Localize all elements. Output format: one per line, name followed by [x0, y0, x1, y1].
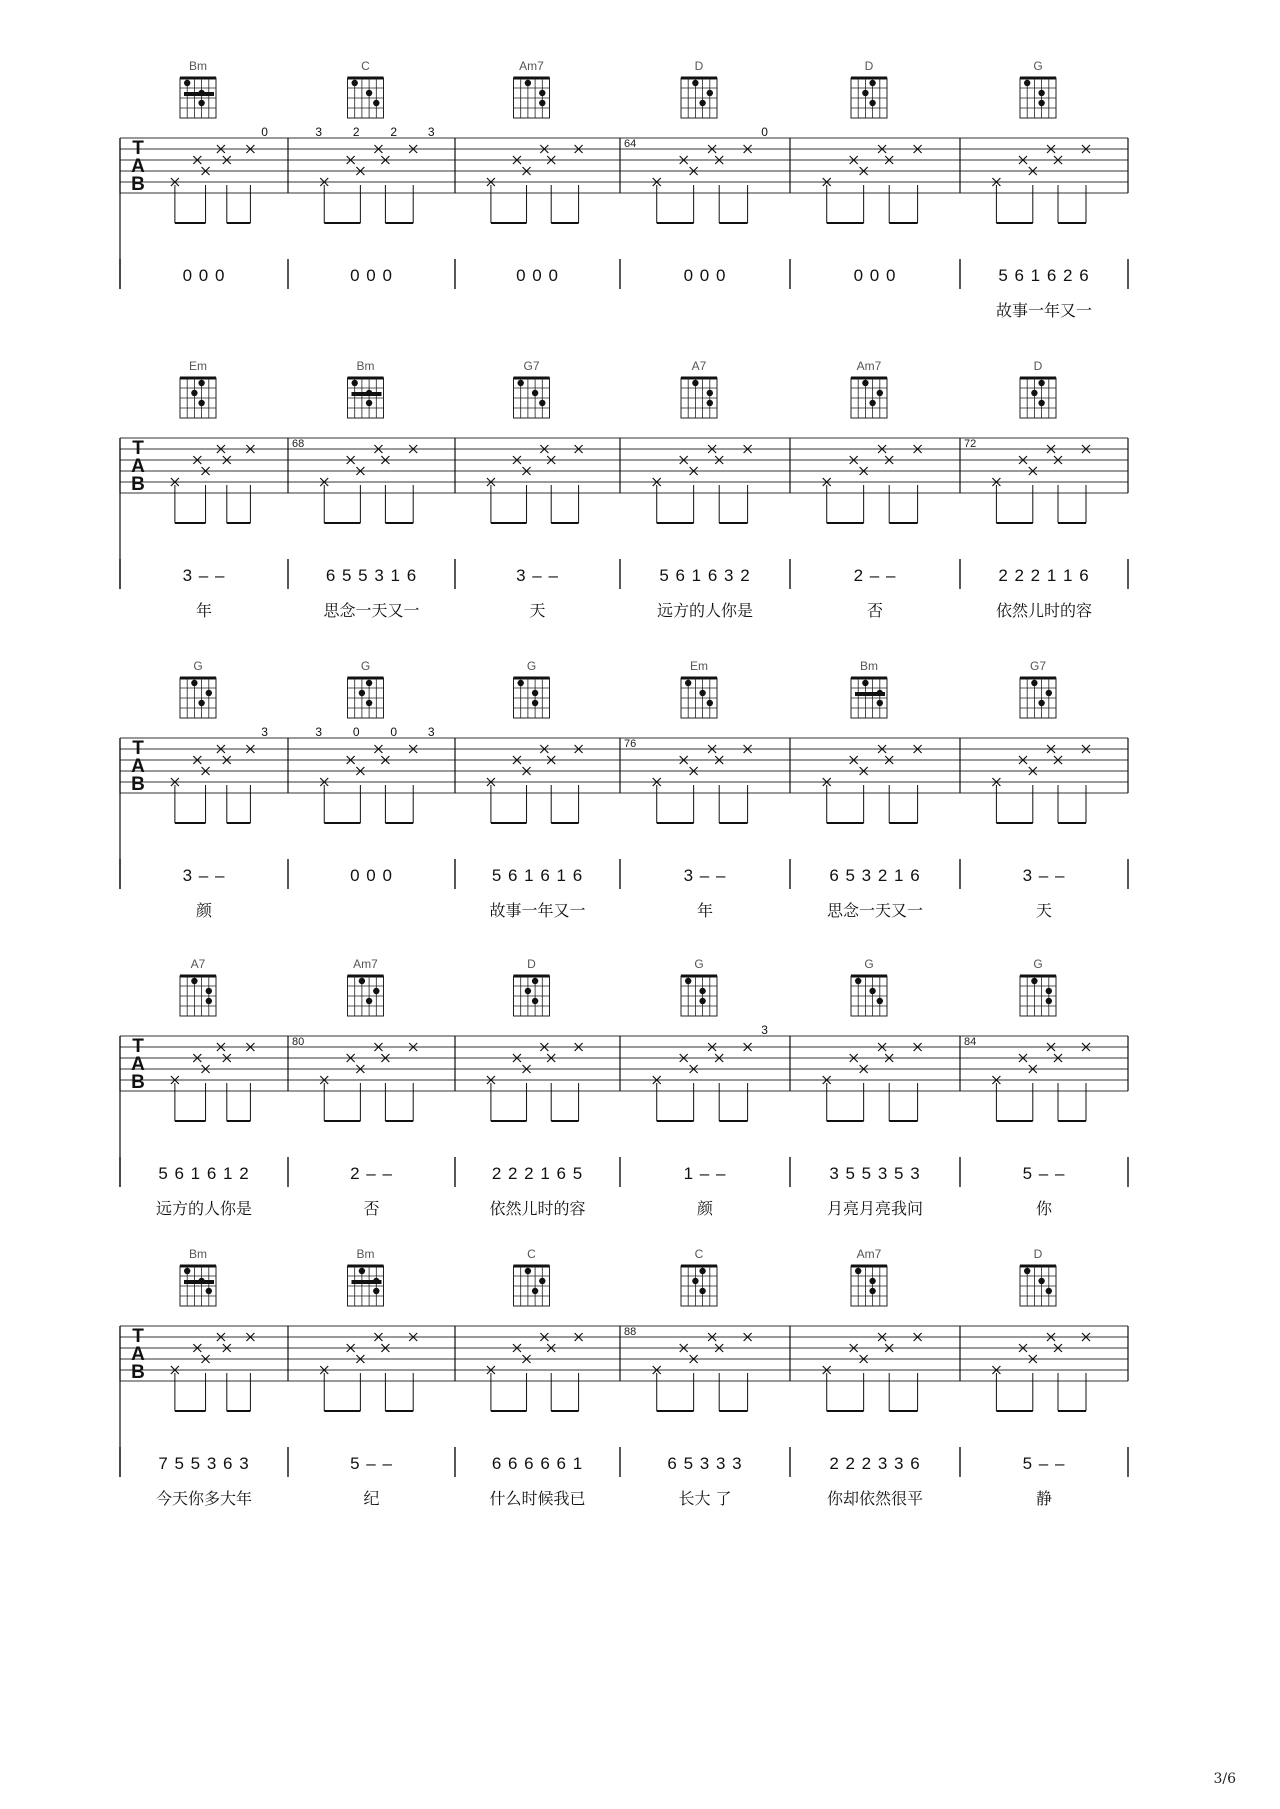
chord-name: G	[1033, 59, 1043, 73]
chord-diagram	[514, 957, 550, 1016]
tab-fret-number: 0	[261, 125, 268, 139]
tab-system	[120, 125, 1128, 320]
chord-diagram	[681, 1247, 717, 1306]
chord-finger-dot	[877, 390, 883, 396]
measure-number: 76	[624, 738, 637, 750]
chord-finger-dot	[707, 700, 713, 706]
tab-fret-number: 3	[315, 725, 323, 739]
tab-system	[120, 1023, 1128, 1218]
chord-finger-dot	[699, 1268, 705, 1274]
chord-finger-dot	[1031, 978, 1037, 984]
chord-finger-dot	[352, 380, 358, 386]
page-number: 3/6	[1213, 1771, 1236, 1787]
chord-finger-dot	[359, 690, 365, 696]
chord-finger-dot	[692, 80, 698, 86]
measure-number: 80	[292, 1036, 305, 1048]
chord-finger-dot	[1038, 90, 1044, 96]
lyric-line: 依然儿时的容	[995, 601, 1093, 620]
chord-finger-dot	[366, 90, 372, 96]
chord-diagram	[681, 957, 717, 1016]
chord-name: C	[361, 59, 370, 73]
tab-clef-letter: B	[131, 174, 145, 195]
jianpu-notation: 0 0 0	[516, 266, 559, 285]
jianpu-notation: 3 – –	[182, 566, 226, 585]
jianpu-notation: 2 2 2 1 6 5	[491, 1164, 584, 1183]
chord-name: C	[527, 1247, 536, 1261]
lyric-line: 月亮月亮我问	[826, 1199, 924, 1218]
chord-finger-dot	[855, 978, 861, 984]
chord-finger-dot	[699, 690, 705, 696]
tab-system	[120, 438, 1128, 620]
tab-fret-number: 0	[352, 725, 360, 739]
chord-name: C	[694, 1247, 704, 1261]
tab-clef-letter: T	[132, 438, 144, 459]
chord-diagram	[851, 59, 887, 118]
lyric-line: 颜	[195, 901, 213, 920]
jianpu-notation: 5 6 1 6 3 2	[659, 566, 751, 585]
chord-diagram	[514, 59, 550, 118]
chord-name: D	[527, 957, 536, 971]
lyric-line: 依然儿时的容	[489, 1199, 586, 1218]
chord-finger-dot	[539, 400, 545, 406]
chord-name: Bm	[189, 59, 207, 73]
tab-clef-letter: A	[131, 156, 145, 177]
chord-diagram	[348, 1247, 384, 1306]
chord-diagram	[681, 659, 717, 718]
chord-finger-dot	[1046, 1288, 1052, 1294]
chord-diagram	[180, 1247, 216, 1306]
chord-name: Am7	[856, 1247, 882, 1261]
chord-name: Bm	[189, 1247, 207, 1261]
jianpu-notation: 6 5 5 3 1 6	[325, 566, 418, 585]
chord-finger-dot	[692, 380, 698, 386]
tab-clef-letter: A	[131, 1054, 145, 1075]
tab-fret-number: 2	[390, 125, 398, 139]
chord-diagram	[851, 659, 887, 718]
chord-finger-dot	[1024, 1268, 1030, 1274]
tab-clef-letter: B	[131, 774, 145, 795]
chord-finger-dot	[191, 978, 197, 984]
tab-fret-number: 3	[761, 1023, 768, 1037]
chord-diagram	[681, 359, 717, 418]
chord-finger-dot	[525, 988, 531, 994]
tab-clef-letter: T	[132, 138, 144, 159]
chord-finger-dot	[685, 680, 691, 686]
jianpu-notation: 0 0 0	[853, 266, 897, 285]
chord-finger-dot	[1038, 1278, 1044, 1284]
chord-finger-dot	[198, 700, 204, 706]
chord-diagram	[180, 359, 216, 418]
chord-finger-dot	[1038, 700, 1044, 706]
jianpu-notation: 0 0 0	[350, 866, 393, 885]
chord-name: A7	[190, 957, 206, 971]
chord-finger-dot	[869, 100, 875, 106]
jianpu-notation: 0 0 0	[182, 266, 226, 285]
tab-fret-number: 0	[390, 725, 398, 739]
chord-diagram	[1020, 659, 1056, 718]
chord-finger-dot	[539, 90, 545, 96]
chord-name: G	[526, 659, 537, 673]
chord-finger-dot	[184, 80, 190, 86]
jianpu-notation: 1 – –	[683, 1164, 727, 1183]
chord-name: D	[864, 59, 874, 73]
tab-clef-letter: T	[132, 738, 144, 759]
jianpu-notation: 5 6 1 6 2 6	[998, 266, 1090, 285]
jianpu-notation: 6 6 6 6 6 1	[491, 1454, 584, 1473]
lyric-line: 天	[529, 601, 546, 620]
chord-finger-dot	[532, 998, 538, 1004]
chord-name: G	[360, 659, 371, 673]
chord-name: D	[1033, 359, 1043, 373]
chord-finger-dot	[1038, 400, 1044, 406]
chord-name: G	[1033, 957, 1043, 971]
chord-name: D	[694, 59, 704, 73]
chord-diagram	[1020, 957, 1056, 1016]
tab-clef-letter: T	[132, 1326, 144, 1347]
jianpu-notation: 5 6 1 6 1 6	[491, 866, 584, 885]
chord-finger-dot	[877, 998, 883, 1004]
chord-finger-dot	[855, 1268, 861, 1274]
jianpu-notation: 6 5 3 2 1 6	[829, 866, 921, 885]
lyric-line: 什么时候我已	[489, 1489, 586, 1508]
jianpu-notation: 3 – –	[1022, 866, 1066, 885]
tab-clef-letter: A	[131, 756, 145, 777]
chord-finger-dot	[869, 80, 875, 86]
chord-name: Em	[189, 359, 207, 373]
measure-number: 68	[292, 438, 305, 450]
chord-finger-dot	[1038, 380, 1044, 386]
chord-diagram	[514, 1247, 550, 1306]
jianpu-notation: 3 – –	[516, 566, 559, 585]
tab-fret-number: 3	[427, 125, 435, 139]
tab-system	[120, 725, 1128, 920]
chord-finger-dot	[525, 80, 531, 86]
chord-finger-dot	[869, 400, 875, 406]
chord-name: Bm	[356, 359, 375, 373]
chord-diagram	[851, 957, 887, 1016]
chord-finger-dot	[539, 100, 545, 106]
tab-clef-letter: A	[131, 456, 145, 477]
chord-finger-dot	[869, 1278, 875, 1284]
chord-finger-dot	[707, 400, 713, 406]
lyric-line: 长大 了	[678, 1489, 732, 1508]
chord-finger-dot	[198, 100, 204, 106]
chord-finger-dot	[206, 1288, 212, 1294]
measure-number: 72	[964, 438, 977, 450]
jianpu-notation: 3 – –	[683, 866, 727, 885]
chord-diagram	[348, 359, 384, 418]
chord-finger-dot	[532, 700, 538, 706]
measure-number: 88	[624, 1326, 637, 1338]
lyric-line: 否	[866, 601, 884, 620]
chord-name: Bm	[356, 1247, 375, 1261]
tab-fret-number: 3	[315, 125, 323, 139]
tab-system	[120, 1326, 1128, 1508]
lyric-line: 静	[1035, 1489, 1053, 1508]
chord-finger-dot	[869, 1288, 875, 1294]
chord-diagram	[1020, 359, 1056, 418]
jianpu-notation: 6 5 3 3 3	[667, 1454, 743, 1473]
lyric-line: 否	[363, 1199, 380, 1218]
chord-finger-dot	[198, 380, 204, 386]
chord-finger-dot	[359, 978, 365, 984]
chord-finger-dot	[692, 1278, 698, 1284]
chord-finger-dot	[366, 700, 372, 706]
chord-finger-dot	[518, 380, 524, 386]
chord-barre	[352, 392, 382, 396]
lyric-line: 思念一天又一	[826, 901, 924, 920]
chord-name: Am7	[353, 957, 378, 971]
chord-finger-dot	[359, 1268, 365, 1274]
lyric-line: 年	[696, 901, 714, 920]
jianpu-notation: 2 – –	[853, 566, 897, 585]
lyric-line: 思念一天又一	[323, 601, 420, 620]
tab-clef-letter: B	[131, 1072, 145, 1093]
chord-finger-dot	[707, 90, 713, 96]
jianpu-notation: 3 – –	[182, 866, 226, 885]
chord-finger-dot	[532, 978, 538, 984]
chord-diagram	[180, 659, 216, 718]
chord-diagram	[180, 59, 216, 118]
chord-finger-dot	[525, 1268, 531, 1274]
chord-finger-dot	[1031, 680, 1037, 686]
chord-name: G	[694, 957, 704, 971]
chord-finger-dot	[1024, 80, 1030, 86]
chord-finger-dot	[532, 390, 538, 396]
lyric-line: 你却依然很平	[826, 1489, 924, 1508]
lyric-line: 远方的人你是	[656, 601, 754, 620]
chord-name: G7	[523, 359, 540, 373]
chord-finger-dot	[1031, 390, 1037, 396]
lyric-line: 纪	[363, 1489, 380, 1508]
chord-finger-dot	[1046, 690, 1052, 696]
jianpu-notation: 0 0 0	[683, 266, 727, 285]
chord-finger-dot	[518, 680, 524, 686]
chord-finger-dot	[1038, 100, 1044, 106]
chord-finger-dot	[206, 988, 212, 994]
jianpu-notation: 5 – –	[350, 1454, 393, 1473]
jianpu-notation: 2 – –	[350, 1164, 393, 1183]
chord-finger-dot	[699, 1288, 705, 1294]
chord-finger-dot	[532, 690, 538, 696]
jianpu-notation: 5 6 1 6 1 2	[158, 1164, 250, 1183]
chord-finger-dot	[685, 978, 691, 984]
chord-finger-dot	[1046, 988, 1052, 994]
tab-clef-letter: A	[131, 1344, 145, 1365]
chord-name: G	[864, 957, 874, 971]
chord-diagram	[348, 659, 384, 718]
chord-finger-dot	[539, 1278, 545, 1284]
chord-finger-dot	[352, 80, 358, 86]
lyric-line: 故事一年又一	[489, 901, 586, 920]
chord-diagram	[1020, 59, 1056, 118]
chord-finger-dot	[198, 400, 204, 406]
chord-finger-dot	[707, 390, 713, 396]
lyric-line: 今天你多大年	[155, 1489, 253, 1508]
measure-number: 84	[964, 1036, 977, 1048]
chord-name: A7	[691, 359, 707, 373]
jianpu-notation: 5 – –	[1022, 1454, 1066, 1473]
chord-name: Bm	[860, 659, 878, 673]
lyric-line: 颜	[696, 1199, 714, 1218]
chord-barre	[855, 692, 885, 696]
chord-finger-dot	[532, 1288, 538, 1294]
tab-fret-number: 3	[427, 725, 435, 739]
chord-finger-dot	[184, 1268, 190, 1274]
chord-finger-dot	[1046, 998, 1052, 1004]
jianpu-notation: 5 – –	[1022, 1164, 1066, 1183]
tab-fret-number: 0	[761, 125, 768, 139]
lyric-line: 年	[195, 601, 213, 620]
chord-finger-dot	[373, 988, 379, 994]
jianpu-notation: 3 5 5 3 5 3	[829, 1164, 921, 1183]
chord-barre	[184, 1280, 214, 1284]
chord-diagram	[851, 1247, 887, 1306]
chord-diagram	[851, 359, 887, 418]
chord-diagram	[348, 59, 384, 118]
chord-finger-dot	[366, 400, 372, 406]
chord-barre	[184, 92, 214, 96]
tab-clef-letter: B	[131, 474, 145, 495]
lyric-line: 远方的人你是	[155, 1199, 253, 1218]
tab-clef-letter: T	[132, 1036, 144, 1057]
tab-clef-letter: B	[131, 1362, 145, 1383]
chord-finger-dot	[191, 390, 197, 396]
jianpu-notation: 7 5 5 3 6 3	[158, 1454, 250, 1473]
chord-diagram	[180, 957, 216, 1016]
chord-finger-dot	[699, 100, 705, 106]
chord-finger-dot	[366, 998, 372, 1004]
chord-finger-dot	[373, 100, 379, 106]
lyric-line: 天	[1035, 901, 1053, 920]
chord-finger-dot	[862, 90, 868, 96]
lyric-line: 你	[1035, 1199, 1053, 1218]
chord-diagram	[348, 957, 384, 1016]
jianpu-notation: 2 2 2 1 1 6	[998, 566, 1090, 585]
chord-finger-dot	[206, 690, 212, 696]
chord-name: Am7	[519, 59, 544, 73]
chord-finger-dot	[206, 998, 212, 1004]
chord-name: Am7	[856, 359, 882, 373]
chord-finger-dot	[862, 680, 868, 686]
chord-name: G7	[1029, 659, 1047, 673]
tab-fret-number: 3	[261, 725, 268, 739]
chord-finger-dot	[862, 380, 868, 386]
measure-number: 64	[624, 138, 637, 150]
chord-diagram	[1020, 1247, 1056, 1306]
tab-fret-number: 2	[352, 125, 360, 139]
chord-barre	[352, 1280, 382, 1284]
chord-finger-dot	[699, 998, 705, 1004]
jianpu-notation: 0 0 0	[350, 266, 393, 285]
chord-diagram	[514, 359, 550, 418]
chord-diagram	[514, 659, 550, 718]
chord-finger-dot	[366, 680, 372, 686]
jianpu-notation: 2 2 2 3 3 6	[829, 1454, 921, 1473]
chord-name: D	[1033, 1247, 1043, 1261]
chord-finger-dot	[699, 988, 705, 994]
chord-name: G	[193, 659, 203, 673]
chord-finger-dot	[191, 680, 197, 686]
chord-finger-dot	[373, 1288, 379, 1294]
chord-finger-dot	[869, 988, 875, 994]
chord-name: Em	[690, 659, 708, 673]
lyric-line: 故事一年又一	[995, 301, 1093, 320]
chord-diagram	[681, 59, 717, 118]
chord-finger-dot	[877, 700, 883, 706]
